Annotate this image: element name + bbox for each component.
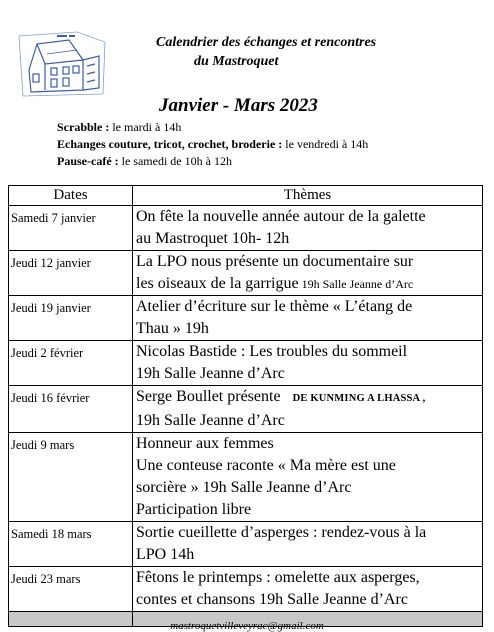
event-date: Jeudi 19 janvier	[9, 296, 133, 341]
contact-email: mastroquetvilleveyrac@gmail.com	[170, 620, 324, 632]
table-row	[9, 341, 483, 386]
table-row	[9, 522, 483, 567]
document-title	[110, 33, 390, 71]
event-date: Jeudi 12 janvier	[9, 251, 133, 296]
event-theme: Serge Boullet présente DE KUNMING A LHASSA , 19h Salle Jeanne d’Arc	[133, 386, 483, 433]
table-row	[9, 251, 483, 296]
event-date: Jeudi 23 mars	[9, 567, 133, 612]
column-header-themes: Thèmes	[133, 186, 483, 206]
table-header-row	[9, 186, 483, 206]
weekly-schedule	[57, 119, 368, 170]
mastroquet-logo-icon	[17, 30, 107, 98]
event-date: Jeudi 9 mars	[9, 433, 133, 522]
event-date: Jeudi 16 février	[9, 386, 133, 433]
table-row	[9, 206, 483, 251]
event-date: Samedi 18 mars	[9, 522, 133, 567]
event-theme: On fête la nouvelle année autour de la galette au Mastroquet 10h- 12h	[133, 206, 483, 251]
event-theme: La LPO nous présente un documentaire sur les oiseaux de la garrigue 19h Salle Jeanne d’Arc	[133, 251, 483, 296]
event-theme: Fêtons le printemps : omelette aux asperges, contes et chansons 19h Salle Jeanne d’Arc	[133, 567, 483, 612]
event-theme: Honneur aux femmes Une conteuse raconte « Ma mère est une sorcière » 19h Salle Jeanne d’Arc Participation libre	[133, 433, 483, 522]
schedule-item: Echanges couture, tricot, crochet, broderie : le vendredi à 14h	[57, 137, 369, 151]
table-row	[9, 296, 483, 341]
table-row	[9, 567, 483, 612]
column-header-dates: Dates	[9, 186, 133, 206]
event-date: Jeudi 2 février	[9, 341, 133, 386]
title-line-1: Calendrier des échanges et rencontres	[156, 35, 377, 50]
schedule-item: Scrabble : le mardi à 14h	[57, 120, 182, 134]
event-theme: Nicolas Bastide : Les troubles du sommeil 19h Salle Jeanne d’Arc	[133, 341, 483, 386]
event-date: Samedi 7 janvier	[9, 206, 133, 251]
events-table	[8, 185, 483, 627]
event-theme: Sortie cueillette d’asperges : rendez-vous à la LPO 14h	[133, 522, 483, 567]
period-heading: Janvier - Mars 2023	[159, 95, 318, 116]
table-row	[9, 386, 483, 433]
table-row	[9, 433, 483, 522]
title-line-2: du Mastroquet	[194, 54, 279, 69]
event-theme: Atelier d’écriture sur le thème « L’étang de Thau » 19h	[133, 296, 483, 341]
schedule-item: Pause-café : le samedi de 10h à 12h	[57, 154, 232, 168]
